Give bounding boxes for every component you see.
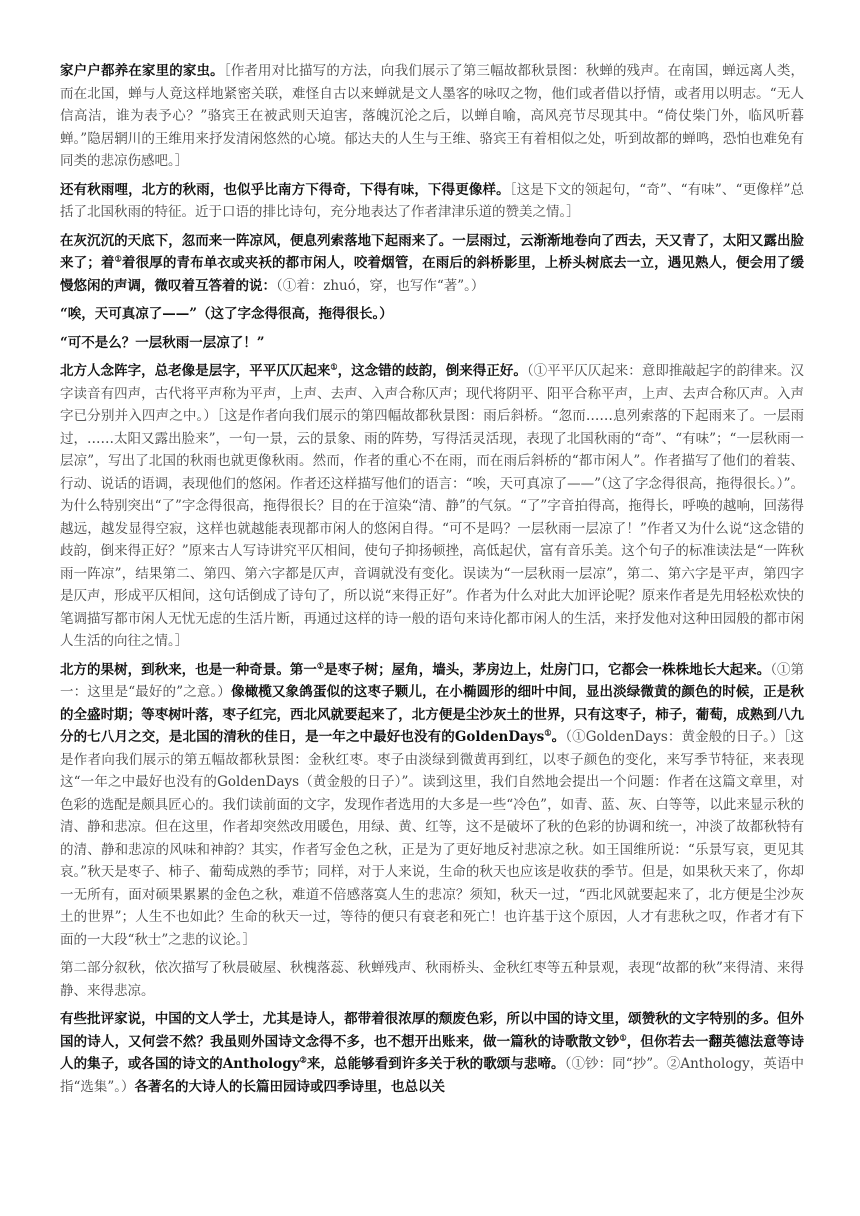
paragraph-cicada-commentary (60, 60, 804, 173)
paragraph-part-two-summary (60, 957, 804, 1002)
text-run: （①着：zhuó，穿，也写作“著”。） (276, 277, 485, 294)
text-run: 着很厚的青布单衣或夹袄的都市闲人，咬着烟管，在雨后的斜桥影里，上桥头树底去一立，遇见熟人，便会用了缓慢悠闲的声调，微叹着互答着的说： (60, 255, 805, 294)
text-run: ，这念错的歧韵，倒来得正好。 (337, 363, 527, 379)
footnote-marker: ① (619, 1032, 627, 1042)
paragraph-dialogue-1 (60, 303, 804, 326)
text-run: （①GoldenDays：黄金般的日子。）［这是作者向我们展示的第五幅故都秋景图：金秋红枣。枣子由淡绿到微黄再到红，以枣子颜色的变化，来写季节特征，来表现这“一年之中最好也没有的GoldenDays（黄金般的日子）”。读到这里，我们自然地会提出一个问题：作者在这篇文章里，对色彩的选配是颇具匠心的。我们读前面的文字，发现作者选用的大多是一些“冷色”，如青、蓝、灰、白等等，以此来显示秋的清、静和悲凉。但在这里，作者却突然改用暖色，用绿、黄、红等，这不是破坏了秋的色彩的协调和统一，冲淡了故都秋特有的清、静和悲凉的风味和神韵？其实，作者写金色之秋，正是为了更好地反衬悲凉之秋。如王国维所说：“乐景写哀，更见其哀。”秋天是枣子、柿子、葡萄成熟的季节；同样，对于人来说，生命的秋天也应该是收获的季节。但是，如果秋天来了，你却一无所有，面对硕果累累的金色之秋，难道不倍感落寞人生的悲凉？须知，秋天一过，“西北风就要起来了，北方便是尘沙灰土的世界”；人生不也如此？生命的秋天一过，等待的便只有衰老和死亡！也许基于这个原因，人才有悲秋之叹，作者才有下面的一大段“秋士”之悲的议论。］ (60, 729, 805, 948)
paragraph-jujube-trees (60, 659, 804, 952)
footnote-marker: ① (114, 253, 122, 264)
text-run: ，但你若去一翻英德法意等诗人的集子，或各国的诗文的Anthology (60, 1033, 805, 1072)
footnote-marker: ① (316, 660, 325, 670)
text-run: 在灰沉沉的天底下，忽而来一阵凉风，便息列索落地下起雨来了。一层雨过，云渐渐地卷向了西去，天又青了，太阳又露出脸来了；着 (60, 232, 804, 271)
paragraph-autumn-rain-intro (60, 179, 804, 224)
text-run: 有些批评家说，中国的文人学士，尤其是诗人，都带着很浓厚的颓废色彩，所以中国的诗文里，颂赞秋的文字特别的多。但外国的诗人，又何尝不然？我虽则外国诗文念得不多，也不想开出账来，做一篇秋的诗歌散文钞 (60, 1011, 804, 1050)
footnote-marker: ② (299, 1054, 307, 1065)
text-run: 来，总能够看到许多关于秋的歌颂与悲啼。 (306, 1056, 565, 1072)
text-run: 各著名的大诗人的长篇田园诗或四季诗里，也总以关 (134, 1078, 446, 1095)
text-run: 像橄榄又象鸽蛋似的这枣子颗儿，在小椭圆形的细叶中间，显出淡绿微黄的颜色的时候，正是秋的全盛时期；等枣树叶落，枣子红完，西北风就要起来了，北方便是尘沙灰土的世界，只有这枣子，柿子，葡萄，成熟到八九分的七八月之交，是北国的清秋的佳日，是一年之中最好也没有的GoldenDays (60, 684, 804, 745)
paragraph-tone-commentary (60, 360, 804, 653)
paragraph-critics-poets (60, 1008, 804, 1098)
text-run: （①第一：这里是“最好的”之意。） (60, 661, 805, 700)
text-run: “唉，天可真凉了——”（这了字念得很高，拖得很长。） (60, 306, 393, 322)
text-run: 家户户都养在家里的家虫。 (60, 63, 224, 79)
footnote-marker: ① (330, 361, 338, 372)
text-run: 。 (551, 729, 566, 745)
text-run: ［作者用对比描写的方法，向我们展示了第三幅故都秋景图：秋蝉的残声。在南国，蝉远离人类，而在北国，蝉与人竟这样地紧密关联，难怪自古以来蝉就是文人墨客的咏叹之物，他们或者借以抒情，或者用以明志。“无人信高洁，谁为表予心？”骆宾王在被武则天迫害，落魄沉沦之后，以蝉自喻，高风亮节尽现其中。“倚仗柴门外，临风听暮蝉。”隐居辋川的王维用来抒发清闲悠然的心境。郁达夫的人生与王维、骆宾王有着相似之处，听到故都的蝉鸣，恐怕也难免有同类的悲凉伤感吧。］ (60, 63, 805, 169)
text-run: （①钞：同“抄”。②Anthology，英语中指“选集”。） (60, 1056, 805, 1095)
text-run: 北方的果树，到秋来，也是一种奇景。第一 (60, 661, 317, 678)
text-run: 是枣子树；屋角，墙头，茅房边上，灶房门口，它都会一株株地长大起来。 (324, 661, 771, 678)
text-run: 还有秋雨哩，北方的秋雨，也似乎比南方下得奇，下得有味，下得更像样。 (60, 181, 510, 198)
paragraph-rain-scene (60, 230, 804, 298)
text-run: “可不是么？一层秋雨一层凉了！” (60, 334, 265, 351)
text-run: 第二部分叙秋，依次描写了秋晨破屋、秋槐落蕊、秋蝉残声、秋雨桥头、金秋红枣等五种景观，表现“故都的秋”来得清、来得静、来得悲凉。 (60, 960, 804, 999)
text-run: （①平平仄仄起来：意即推敲起字的韵律来。汉字读音有四声，古代将平声称为平声，上声、去声、入声合称仄声；现代将阴平、阳平合称平声，上声、去声合称仄声。入声字已分别并入四声之中。）［这是作者向我们展示的第四幅故都秋景图：雨后斜桥。“忽而……息列索落的下起雨来了。一层雨过，……太阳又露出脸来”，一句一景，云的景象、雨的阵势，写得活灵活现，表现了北国秋雨的“奇”、“有味”；“一层秋雨一层凉”，写出了北国的秋雨也就更像秋雨。然而，作者的重心不在雨，而在雨后斜桥的“都市闲人”。作者描写了他们的着装、行动、说话的语调，表现他们的悠闲。作者还这样描写他们的语言：“唉，天可真凉了——”（这了字念得很高，拖得很长。）”。为什么特别突出“了”字念得很高，拖得很长？目的在于渲染“清、静”的气氛。“了”字音拍得高，拖得长，呼唤的越响，回荡得越远，越发显得空寂，这样也就越能表现都市闲人的悠闲自得。“可不是吗？一层秋雨一层凉了！”作者又为什么说“这念错的歧韵，倒来得正好？”原来古人写诗讲究平仄相间，使句子抑扬顿挫，高低起伏，富有音乐美。这个句子的标准读法是“一阵秋雨一阵凉”，结果第二、第四、第六字都是仄声，音调就没有变化。误读为“一层秋雨一层凉”，第二、第六字是平声，第四字是仄声，形成平仄相间，这句话倒成了诗句了，所以说“来得正好”。作者为什么对此大加评论呢？原来作者是先用轻松欢快的笔调描写都市闲人无忧无虑的生活片断，再通过这样的诗一般的语句来诗化都市闲人的生活，来抒发他对这种田园般的都市闲人生活的向往之情。］ (60, 363, 805, 649)
text-run: 北方人念阵字，总老像是层字，平平仄仄起来 (60, 363, 331, 379)
text-run: ［这是下文的领起句，“奇”、“有味”、“更像样”总括了北国秋雨的特征。近于口语的排比诗句，充分地表达了作者津津乐道的赞美之情。］ (60, 181, 804, 220)
footnote-marker: ① (544, 727, 552, 738)
paragraph-dialogue-2 (60, 332, 804, 355)
